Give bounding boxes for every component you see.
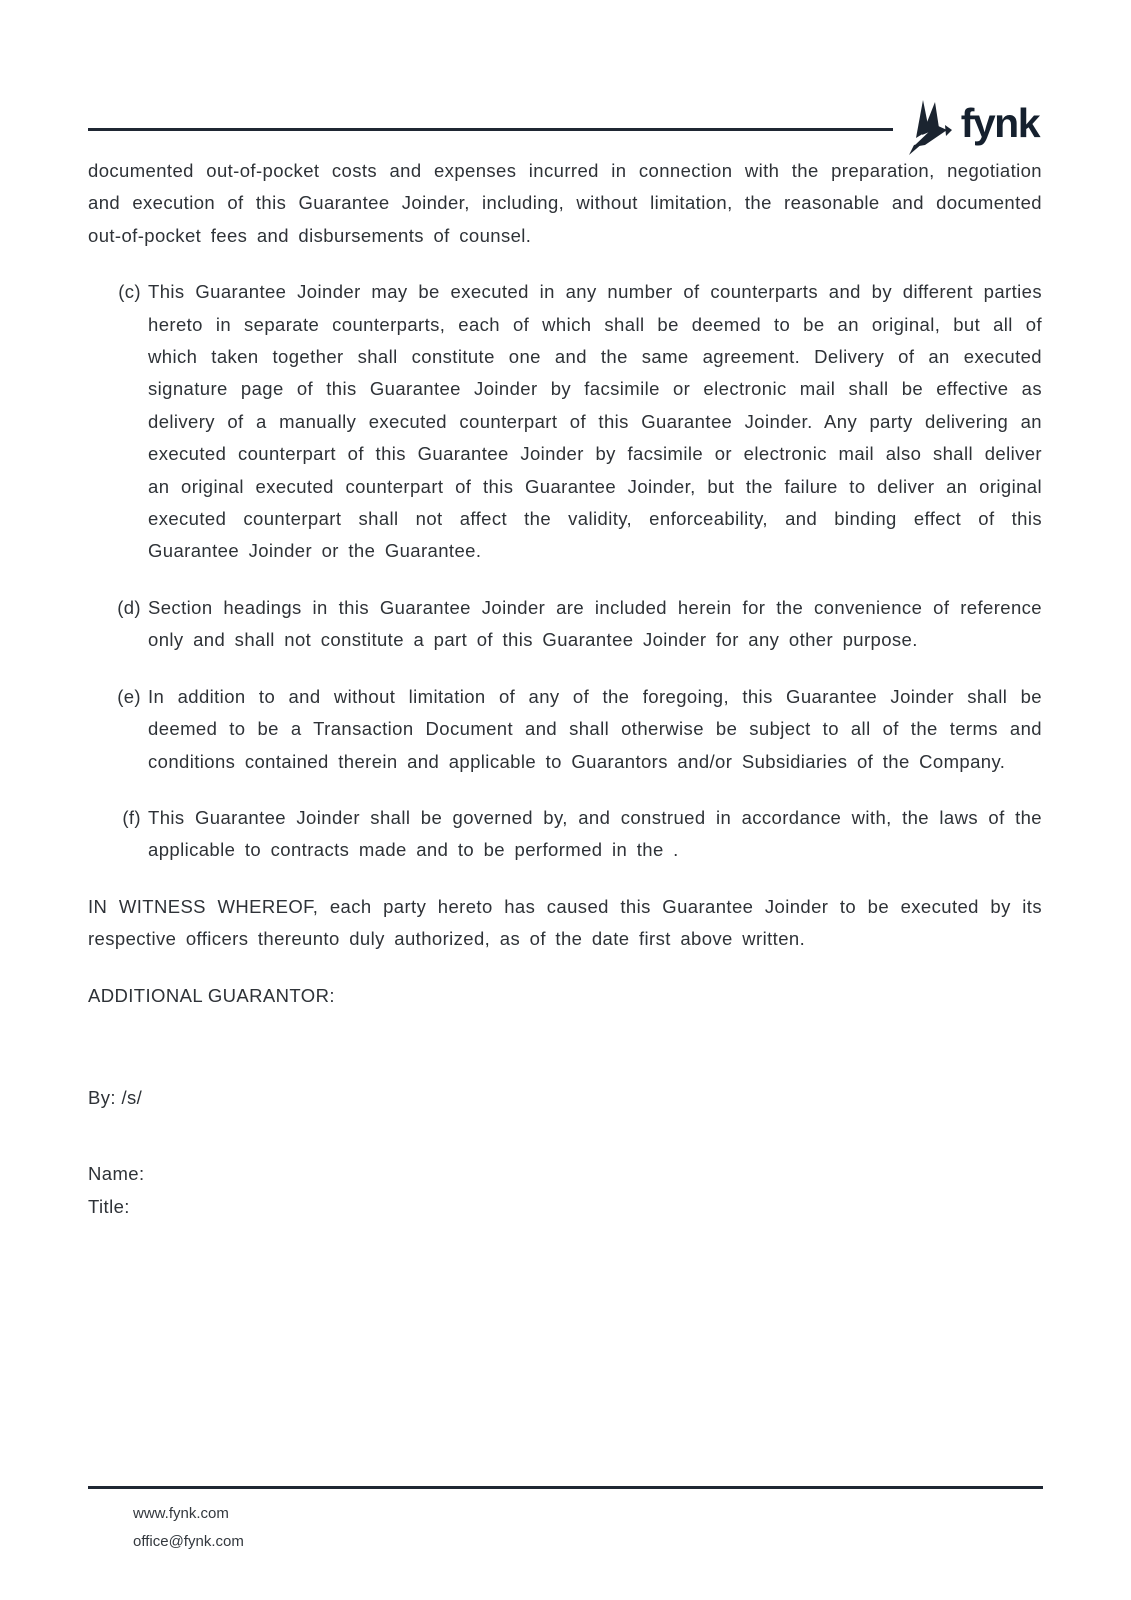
list-item-e-label: (e) <box>117 685 141 707</box>
list-item-f-label: (f) <box>122 806 141 828</box>
header-divider <box>88 128 893 131</box>
additional-guarantor-heading: ADDITIONAL GUARANTOR: <box>88 984 335 1006</box>
signature-by-line: By: /s/ <box>88 1086 143 1108</box>
witness-paragraph: IN WITNESS WHEREOF, each party hereto has caused this Guarantee Joinder to be executed by its respective officers thereunto duly authorized, as of the date first above written. <box>88 895 1042 950</box>
list-item-c-label: (c) <box>118 281 141 303</box>
fynk-logo-wordmark: fynk <box>960 99 1039 146</box>
list-item-d <box>88 592 1042 657</box>
list-item-e <box>88 681 1042 778</box>
list-item-f <box>88 802 1042 867</box>
footer-divider <box>88 1486 1043 1489</box>
list-item-c-text: This Guarantee Joinder may be executed in any number of counterparts and by different parties hereto in separate counterparts, each of which shall be deemed to be an original, but all of which taken together shall constitute one and the same agreement. Delivery of an executed signature page of this Guarantee Joinder by facsimile or electronic mail shall be effective as delivery of a manually executed counterpart of this Guarantee Joinder. Any party delivering an executed counterpart of this Guarantee Joinder by facsimile or electronic mail also shall deliver an original executed counterpart of this Guarantee Joinder, but the failure to deliver an original executed counterpart shall not affect the validity, enforceability, and binding effect of this Guarantee Joinder or the Guarantee. <box>148 281 1042 562</box>
list-item-f-text: This Guarantee Joinder shall be governed by, and construed in accordance with, the laws of the applicable to contracts made and to be performed in the . <box>148 806 1042 861</box>
list-item-e-text: In addition to and without limitation of any of the foregoing, this Guarantee Joinder shall be deemed to be a Transaction Document and shall otherwise be subject to all of the terms and conditions contained therein and applicable to Guarantors and/or Subsidiaries of the Company. <box>148 685 1042 772</box>
signature-title-line: Title: <box>88 1195 130 1217</box>
intro-continuation-paragraph: documented out-of-pocket costs and expenses incurred in connection with the preparation, negotiation and execution of this Guarantee Joinder, including, without limitation, the reasonable and documented out-of-pocket fees and disbursements of counsel. <box>88 160 1042 246</box>
document-body <box>88 155 1042 1223</box>
list-item-d-text: Section headings in this Guarantee Joinder are included herein for the convenience of reference only and shall not constitute a part of this Guarantee Joinder for any other purpose. <box>148 596 1042 651</box>
origami-crane-icon <box>908 98 952 156</box>
signature-name-line: Name: <box>88 1163 145 1185</box>
footer-website-link[interactable]: www.fynk.com <box>133 1505 229 1522</box>
footer-email-link[interactable]: office@fynk.com <box>133 1533 244 1550</box>
fynk-logo <box>908 98 1039 156</box>
list-item-d-label: (d) <box>117 596 141 618</box>
list-item-c <box>88 276 1042 568</box>
footer <box>133 1500 244 1556</box>
